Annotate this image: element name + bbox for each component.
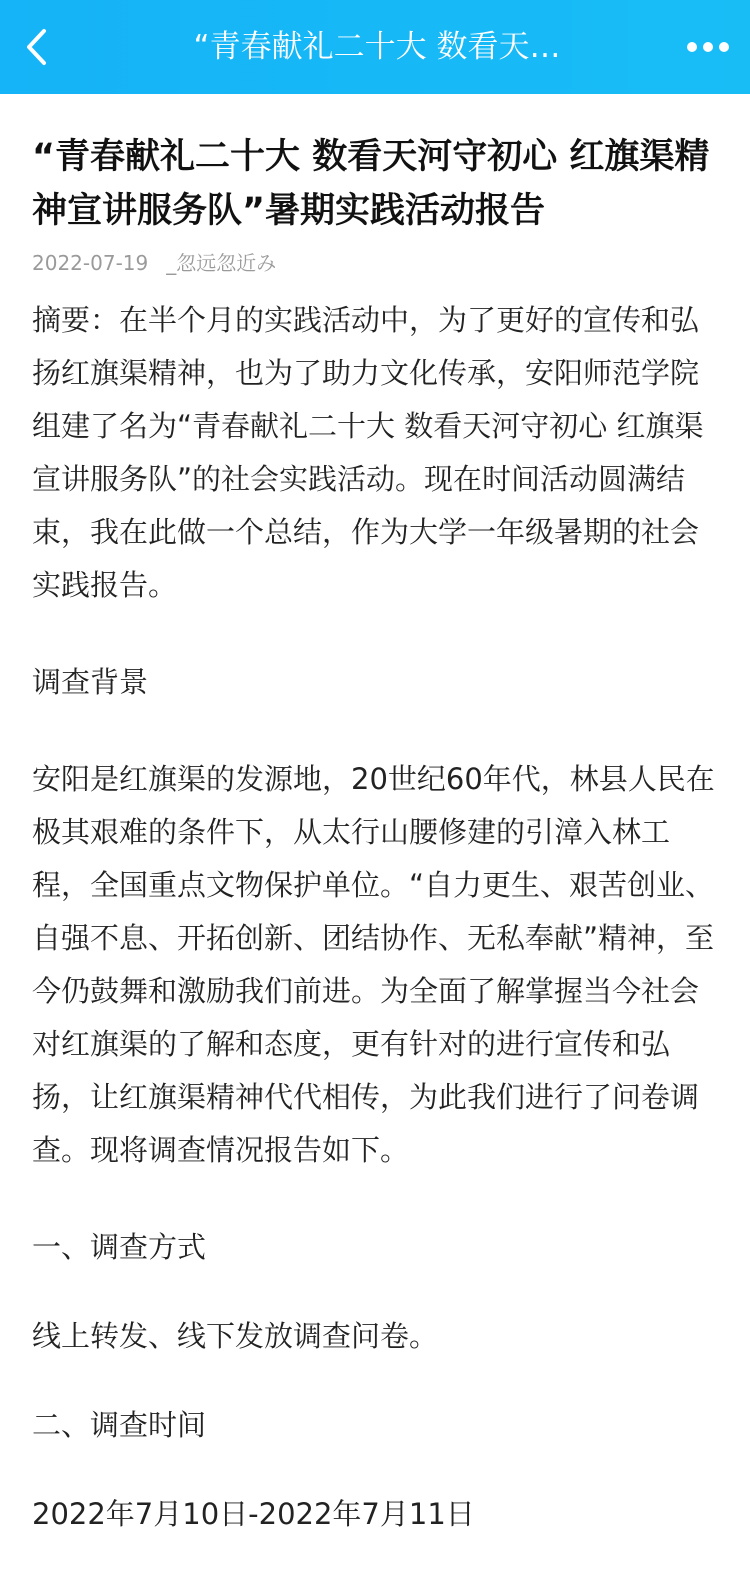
more-dots-icon [686, 41, 730, 53]
paragraph-background: 安阳是红旗渠的发源地，20世纪60年代，林县人民在极其艰难的条件下，从太行山腰修建的引漳入林工程，全国重点文物保护单位。“自力更生、艰苦创业、自强不息、开拓创新、团结协作、无私奉献”精神，至今仍鼓舞和激励我们前进。为全面了解掌握当今社会对红旗渠的了解和态度，更有针对的进行宣传和弘扬，让红旗渠精神代代相传，为此我们进行了问卷调查。现将调查情况报告如下。 [32, 762, 715, 1167]
article-content [32, 94, 722, 1577]
paragraph-time: 2022年7月10日-2022年7月11日 [32, 1497, 475, 1531]
section-heading-background: 调查背景 [32, 665, 149, 699]
chevron-left-icon [24, 28, 48, 66]
article-date: 2022-07-19 [32, 251, 149, 275]
article-title: “青春献礼二十大 数看天河守初心 红旗渠精神宣讲服务队”暑期实践活动报告 [32, 137, 710, 231]
page-title: “青春献礼二十大 数看天… [193, 29, 561, 65]
top-navigation-bar [0, 0, 750, 94]
section-heading-time: 二、调查时间 [32, 1408, 207, 1442]
article-meta [32, 248, 722, 278]
more-button[interactable] [680, 26, 736, 68]
paragraph-method: 线上转发、线下发放调查问卷。 [32, 1319, 439, 1353]
section-heading-method: 一、调查方式 [32, 1230, 207, 1264]
article-body [32, 294, 722, 1541]
article-author[interactable]: _忽远忽近み [166, 251, 277, 275]
back-button[interactable] [12, 20, 60, 74]
paragraph-abstract: 摘要：在半个月的实践活动中，为了更好的宣传和弘扬红旗渠精神，也为了助力文化传承，安阳师范学院组建了名为“青春献礼二十大 数看天河守初心 红旗渠宣讲服务队”的社会实践活动。现在时间活动圆满结束，我在此做一个总结，作为大学一年级暑期的社会实践报告。 [32, 303, 704, 602]
